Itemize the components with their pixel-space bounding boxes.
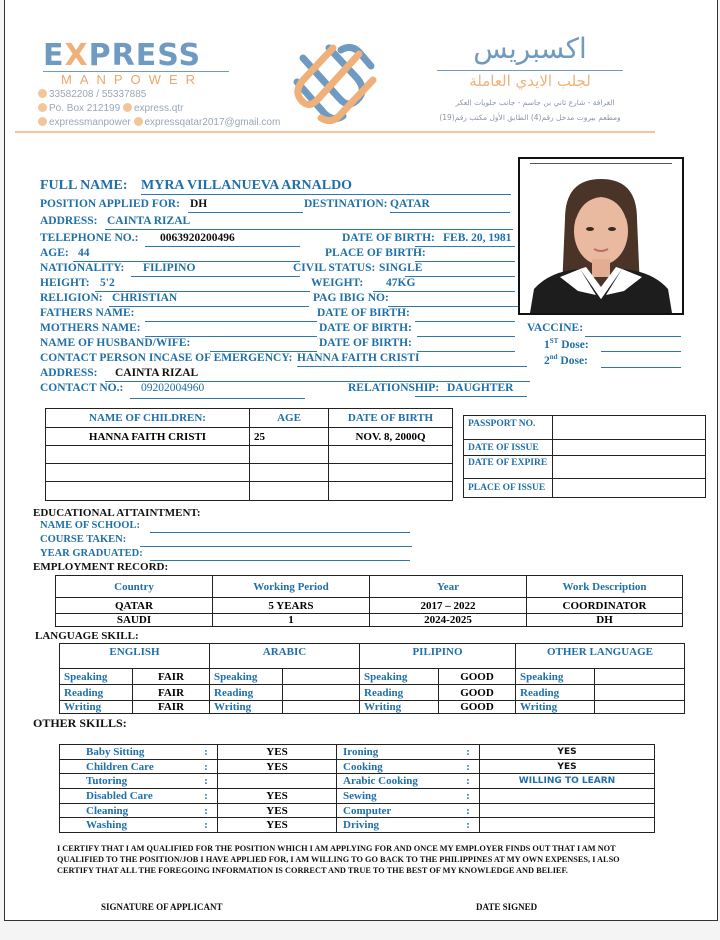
weight-label: WEIGHT: <box>311 277 364 289</box>
place-of-birth-label: PLACE OF BIRTH: <box>325 247 426 259</box>
children-header-age: AGE <box>250 409 329 428</box>
full-name-label: FULL NAME: <box>40 178 128 193</box>
employment-country: QATAR <box>56 598 213 614</box>
contact-social <box>38 117 280 128</box>
child-name <box>46 446 250 464</box>
skill-value: YES <box>480 745 655 760</box>
child-age <box>250 446 329 464</box>
skill-name: Driving <box>337 818 458 833</box>
application-form <box>4 0 718 921</box>
other-speaking-level <box>595 669 685 685</box>
skill-value: YES <box>218 818 337 833</box>
employment-description: COORDINATOR <box>527 598 683 614</box>
table-row <box>56 614 683 627</box>
other-writing-level <box>595 701 685 714</box>
spouse-name-label: NAME OF HUSBAND/WIFE: <box>40 337 191 349</box>
skill-name: Tutoring <box>60 774 196 789</box>
relationship-line <box>415 396 527 397</box>
education-title: EDUCATIONAL ATTAINTMENT: <box>33 507 201 519</box>
other-reading-level <box>595 685 685 701</box>
children-header-row <box>46 409 453 428</box>
year-graduated-label: YEAR GRADUATED: <box>40 548 143 559</box>
language-title: LANGUAGE SKILL: <box>35 630 139 642</box>
arabic-reading-level <box>283 685 360 701</box>
first-dose-word: Dose: <box>561 338 589 351</box>
employment-header-year: Year <box>370 576 527 598</box>
arabic-logo-text: اكسبريس <box>473 32 587 65</box>
contact-phone <box>38 89 146 100</box>
skill-writing: Writing <box>360 701 439 714</box>
address-value: CAINTA RIZAL <box>107 215 191 227</box>
employment-country: SAUDI <box>56 614 213 627</box>
table-row <box>60 745 655 760</box>
passport-no-label: PASSPORT NO. <box>464 416 553 440</box>
table-row <box>60 759 655 774</box>
spouse-dob-line <box>417 351 515 352</box>
skill-colon: : <box>457 789 480 804</box>
religion-line <box>109 306 309 307</box>
skill-reading: Reading <box>516 685 595 701</box>
skill-value: YES <box>218 745 337 760</box>
phone-icon <box>38 89 47 98</box>
skill-writing: Writing <box>516 701 595 714</box>
age-value: 44 <box>78 247 90 259</box>
certification-text: I CERTIFY THAT I AM QUALIFIED FOR THE POSITION WHICH I AM APPLYING FOR AND ONCE MY EMPLOYER FINDS OUT THAT I AM NOT QUALIFIED TO THE POSITION/JOB I HAVE APPLIED FOR, I AM WILLING TO GO BACK TO THE PHILIPPINES AT MY OWN EXPENSES, I ALSO CERTIFY THAT ALL THE FOREGOING INFORMATION IS CORRECT AND TRUE TO THE BEST OF MY KNOWLEDGE AND BELIEF. <box>57 844 620 875</box>
child-dob <box>329 482 453 501</box>
employment-header-country: Country <box>56 576 213 598</box>
child-dob <box>329 446 453 464</box>
place-of-issue-label: PLACE OF ISSUE <box>464 479 553 498</box>
other-skills-table <box>59 744 655 833</box>
instagram-icon <box>38 117 47 126</box>
course-label: COURSE TAKEN: <box>40 534 127 545</box>
place-of-issue-field <box>553 479 706 498</box>
table-row <box>56 598 683 614</box>
mothers-dob-label: DATE OF BIRTH: <box>319 322 412 334</box>
skill-value: YES <box>218 789 337 804</box>
arabic-address-1: الغرافة - شارع ثاني بن جاسم - جانب حلويات العكر <box>455 98 615 107</box>
child-name <box>46 464 250 482</box>
table-row <box>464 456 706 479</box>
english-writing-level: FAIR <box>133 701 210 714</box>
civil-status-line <box>405 276 515 277</box>
skill-colon: : <box>195 803 218 818</box>
table-row <box>464 416 706 440</box>
table-row <box>60 774 655 789</box>
dob-label: DATE OF BIRTH: <box>342 232 435 244</box>
skill-colon: : <box>195 789 218 804</box>
person-photo-icon <box>520 159 682 313</box>
dob-line <box>415 246 515 247</box>
destination-value: QATAR <box>390 198 430 210</box>
table-row <box>46 428 453 446</box>
skill-colon: : <box>457 774 480 789</box>
nationality-value: FILIPINO <box>143 262 196 274</box>
logo-subtitle: MANPOWER <box>61 72 203 87</box>
employment-title: EMPLOYMENT RECORD: <box>33 561 169 573</box>
fathers-dob-label: DATE OF BIRTH: <box>317 307 410 319</box>
mothers-name-label: MOTHERS NAME: <box>40 322 141 334</box>
skill-name: Children Care <box>60 759 196 774</box>
spouse-dob-label: DATE OF BIRTH: <box>319 337 412 349</box>
facebook-icon <box>123 103 132 112</box>
table-row <box>60 669 685 685</box>
table-row <box>60 685 685 701</box>
date-of-issue-field <box>553 440 706 456</box>
skill-speaking: Speaking <box>360 669 439 685</box>
fathers-name-line <box>145 321 317 322</box>
skill-value <box>480 789 655 804</box>
course-line <box>140 546 412 547</box>
position-label: POSITION APPLIED FOR: <box>40 198 180 210</box>
english-reading-level: FAIR <box>133 685 210 701</box>
skill-name: Disabled Care <box>60 789 196 804</box>
language-other: OTHER LANGUAGE <box>516 644 685 669</box>
contact-po-box <box>38 103 183 114</box>
contact-no-label: CONTACT NO.: <box>40 382 124 394</box>
children-header-name: NAME OF CHILDREN: <box>46 409 250 428</box>
contact-no-line <box>130 398 305 399</box>
table-row <box>46 446 453 464</box>
date-of-expire-field <box>553 456 706 479</box>
passport-table <box>463 415 706 498</box>
skill-colon: : <box>457 745 480 760</box>
second-dose-number: 2 <box>544 354 550 367</box>
arabic-writing-level <box>283 701 360 714</box>
logo-x: X <box>64 38 89 73</box>
company-logo <box>43 38 229 87</box>
children-table <box>45 408 453 501</box>
photo-top-line <box>530 163 672 164</box>
signature-label: SIGNATURE OF APPLICANT <box>101 902 223 912</box>
skill-colon: : <box>457 818 480 833</box>
telephone-value: 0063920200496 <box>160 232 235 244</box>
passport-no-field <box>553 416 706 440</box>
date-of-expire-label: DATE OF EXPIRE <box>464 456 553 479</box>
english-speaking-level: FAIR <box>133 669 210 685</box>
contact-no-value: 09202004960 <box>141 382 205 394</box>
first-dose-sup: ST <box>549 337 559 345</box>
table-row <box>60 803 655 818</box>
arabic-tagline: لجلب الايدي العاملة <box>469 72 591 90</box>
pagibig-label: PAG IBIG NO: <box>313 292 389 304</box>
nationality-label: NATIONALITY: <box>40 262 125 274</box>
employment-description: DH <box>527 614 683 627</box>
table-row <box>60 789 655 804</box>
po-box-text: Po. Box 212199 <box>49 103 121 114</box>
skill-reading: Reading <box>210 685 283 701</box>
height-label: HEIGHT: <box>40 277 90 289</box>
skill-value: YES <box>218 803 337 818</box>
employment-header-period: Working Period <box>213 576 370 598</box>
fathers-dob-line <box>415 321 515 322</box>
child-name: HANNA FAITH CRISTI <box>46 428 250 446</box>
logo-text <box>43 38 229 73</box>
skill-colon: : <box>195 745 218 760</box>
pilipino-reading-level: GOOD <box>439 685 516 701</box>
employment-period: 1 <box>213 614 370 627</box>
weight-value: 47KG <box>386 277 416 289</box>
date-of-issue-label: DATE OF ISSUE <box>464 440 553 456</box>
logo-e: E <box>43 38 65 73</box>
telephone-label: TELEPHONE NO.: <box>40 232 139 244</box>
place-of-birth-line <box>415 261 515 262</box>
vaccine-label: VACCINE: <box>527 322 584 334</box>
emergency-label: CONTACT PERSON INCASE OF EMERGENCY: <box>40 352 293 364</box>
destination-line <box>390 212 510 213</box>
child-age <box>250 482 329 501</box>
second-dose-word: Dose: <box>560 354 588 367</box>
religion-value: CHRISTIAN <box>112 292 178 304</box>
skill-writing: Writing <box>60 701 133 714</box>
em-address-label: ADDRESS: <box>40 367 98 379</box>
language-pilipino: PILIPINO <box>360 644 516 669</box>
fathers-name-label: FATHERS NAME: <box>40 307 135 319</box>
school-label: NAME OF SCHOOL: <box>40 520 140 531</box>
employment-header-description: Work Description <box>527 576 683 598</box>
second-dose-label <box>544 353 588 367</box>
telephone-line <box>145 246 300 247</box>
dob-value: FEB. 20, 1981 <box>443 232 512 244</box>
em-address-value: CAINTA RIZAL <box>115 367 199 379</box>
destination-label: DESTINATION: <box>304 198 388 210</box>
arabic-speaking-level <box>283 669 360 685</box>
location-icon <box>38 103 47 112</box>
skill-value <box>218 774 337 789</box>
religion-label: RELIGION: <box>40 292 103 304</box>
language-table <box>59 643 685 714</box>
employment-period: 5 YEARS <box>213 598 370 614</box>
first-dose-line <box>601 351 681 352</box>
table-row <box>464 479 706 498</box>
relationship-label: RELATIONSHIP: <box>348 382 440 394</box>
skill-writing: Writing <box>210 701 283 714</box>
child-age <box>250 464 329 482</box>
language-english: ENGLISH <box>60 644 210 669</box>
first-dose-number: 1 <box>544 338 550 351</box>
pilipino-writing-level: GOOD <box>439 701 516 714</box>
skill-reading: Reading <box>60 685 133 701</box>
skill-name: Baby Sitting <box>60 745 196 760</box>
children-header-dob: DATE OF BIRTH <box>329 409 453 428</box>
skill-colon: : <box>457 803 480 818</box>
table-row <box>464 440 706 456</box>
arabic-logo-divider <box>437 70 623 71</box>
relationship-value: DAUGHTER <box>447 382 514 394</box>
height-value: 5'2 <box>100 277 115 289</box>
emergency-line <box>297 366 527 367</box>
skill-speaking: Speaking <box>210 669 283 685</box>
table-row <box>46 464 453 482</box>
position-line <box>188 212 303 213</box>
skill-name: Computer <box>337 803 458 818</box>
civil-status-label: CIVIL STATUS: <box>293 262 376 274</box>
skill-colon: : <box>195 774 218 789</box>
skill-value <box>480 803 655 818</box>
full-name-value: MYRA VILLANUEVA ARNALDO <box>141 178 353 193</box>
school-line <box>150 532 410 533</box>
first-dose-label <box>544 337 589 351</box>
weight-line <box>373 291 515 292</box>
vaccine-line <box>585 336 681 337</box>
date-signed-label: DATE SIGNED <box>476 902 538 912</box>
table-row <box>60 701 685 714</box>
phone-text: 33582208 / 55337885 <box>49 89 147 100</box>
skill-value: YES <box>480 759 655 774</box>
skill-value <box>480 818 655 833</box>
skill-colon: : <box>195 818 218 833</box>
email-icon <box>134 117 143 126</box>
nationality-line <box>131 276 300 277</box>
table-row <box>46 482 453 501</box>
facebook-text: express.qtr <box>133 103 184 114</box>
skill-name: Ironing <box>337 745 458 760</box>
employment-table <box>55 575 683 627</box>
instagram-text: expressmanpower <box>49 117 131 128</box>
child-name <box>46 482 250 501</box>
skill-speaking: Speaking <box>516 669 595 685</box>
skill-colon: : <box>457 759 480 774</box>
header-divider <box>15 131 655 133</box>
pilipino-speaking-level: GOOD <box>439 669 516 685</box>
skill-reading: Reading <box>360 685 439 701</box>
skill-speaking: Speaking <box>60 669 133 685</box>
skill-value: YES <box>218 759 337 774</box>
second-dose-line <box>601 367 681 368</box>
child-dob <box>329 464 453 482</box>
applicant-photo <box>518 157 684 315</box>
logo-press: PRESS <box>88 38 202 73</box>
language-header-row <box>60 644 685 669</box>
email-text: expressqatar2017@gmail.com <box>144 117 281 128</box>
emergency-value: HANNA FAITH CRISTI <box>297 352 420 364</box>
child-age: 25 <box>250 428 329 446</box>
employment-year: 2024-2025 <box>370 614 527 627</box>
address-line <box>105 229 513 230</box>
position-value: DH <box>190 198 208 210</box>
employment-header-row <box>56 576 683 598</box>
skill-name: Cooking <box>337 759 458 774</box>
mothers-dob-line <box>417 336 515 337</box>
employment-year: 2017 – 2022 <box>370 598 527 614</box>
skill-name: Cleaning <box>60 803 196 818</box>
skill-value: WILLING TO LEARN <box>480 774 655 789</box>
skill-name: Arabic Cooking <box>337 774 458 789</box>
civil-status-value: SINGLE <box>379 262 423 274</box>
second-dose-sup: nd <box>549 353 558 361</box>
year-graduated-line <box>150 560 410 561</box>
knot-logo-icon <box>289 40 379 126</box>
full-name-line <box>141 194 511 195</box>
language-arabic: ARABIC <box>210 644 360 669</box>
child-dob: NOV. 8, 2000Q <box>329 428 453 446</box>
arabic-address-2: ومطعم بيروت مدخل رقم(4) الطابق الأول مكتب رقم(19) <box>439 113 621 122</box>
table-row <box>60 818 655 833</box>
skill-name: Washing <box>60 818 196 833</box>
skill-name: Sewing <box>337 789 458 804</box>
address-label: ADDRESS: <box>40 215 98 227</box>
other-skills-title: OTHER SKILLS: <box>33 716 127 730</box>
age-label: AGE: <box>40 247 69 259</box>
skill-colon: : <box>195 759 218 774</box>
